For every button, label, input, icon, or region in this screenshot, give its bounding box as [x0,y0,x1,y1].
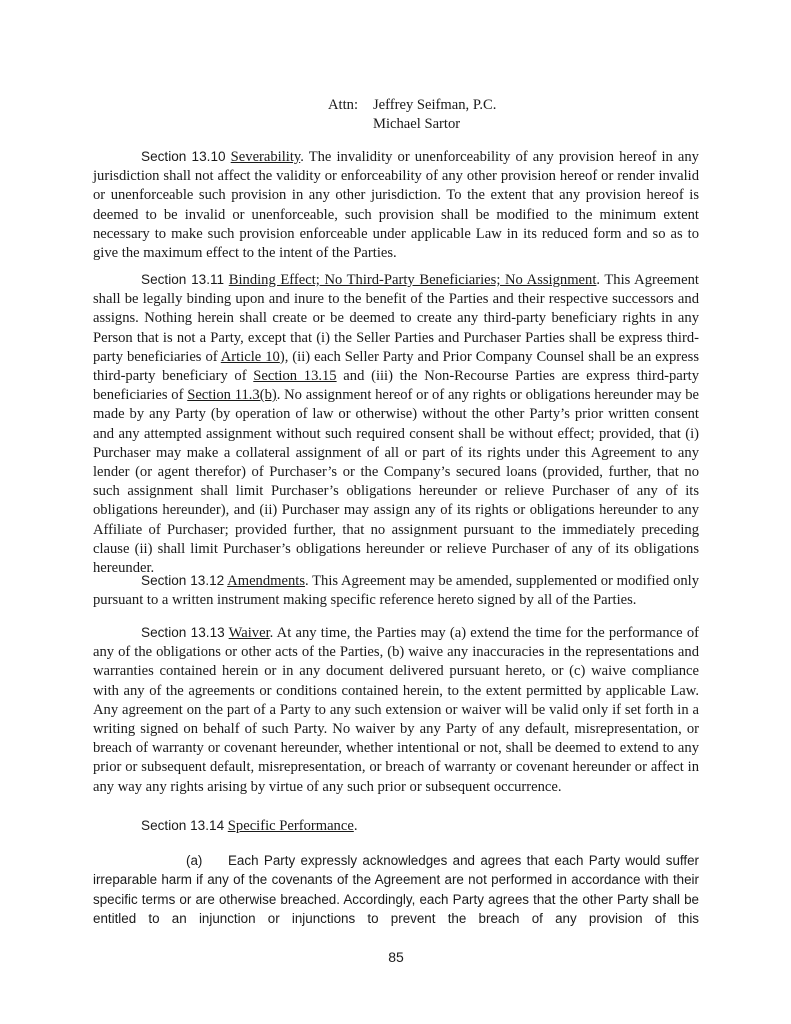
section-body-a: . This Agreement shall be legally binding upon and inure to the benefit of the Parties and their respective successors and assigns. Nothing herein shall create or be deemed to create any third-party beneficiary rights in any Person that is not a Party, except that (i) the Seller Parties and Purchaser Parties shall be express third-party beneficiaries of [93,272,699,365]
section-13-13 [93,623,699,797]
section-number: Section 13.14 [141,818,225,833]
section-number: Section 13.10 [141,149,226,164]
section-13-11 [93,270,699,578]
subsection-label: (a) [186,853,203,868]
section-title: Specific Performance [227,818,354,834]
section-title: Waiver [228,625,270,641]
attn-label: Attn: [328,97,358,113]
section-number: Section 13.12 [141,573,225,588]
attn-name-1: Jeffrey Seifman, P.C. [373,97,497,113]
section-title: Binding Effect; No Third-Party Beneficiaries; No Assignment [228,272,597,288]
section-13-14-a [93,851,699,928]
section-title-period: . [353,818,358,834]
section-body: . This Agreement may be amended, supplemented or modified only pursuant to a written instrument making specific reference hereto signed by all of the Parties. [93,573,700,609]
section-13-12 [93,571,699,610]
cross-reference-section-13-15[interactable]: Section 13.15 [253,368,337,385]
section-number: Section 13.13 [141,625,225,640]
section-13-14 [93,816,699,836]
attn-name-2: Michael Sartor [373,116,461,132]
section-number: Section 13.11 [141,272,225,287]
cross-reference-article-10[interactable]: Article 10 [220,348,280,365]
section-title: Severability [230,149,301,165]
section-body: . The invalidity or unenforceability of any provision hereof in any jurisdiction shall not affect the validity or enforceability of any other provision hereof or render invalid or unenforceable such provision in any other jurisdiction. To the extent that any provision hereof is deemed to be invalid or unenforceable, such provision shall be modified to the minimum extent necessary to make such provision enforceable under applicable Law in its reduced form and so as to give the maximum effect to the intent of the Parties. [93,149,699,262]
attention-block [328,96,496,134]
section-body-d: . No assignment hereof or of any rights or obligations hereunder may be made by any Party (by operation of law or otherwise) without the other Party’s prior written consent and any attempted assignment without such required consent shall be without effect; provided, that (i) Purchaser may make a collateral assignment of all or part of its rights under this Agreement to any lender (or agent therefor) of Purchaser’s or the Company’s secured loans (provided, further, that no such assignment shall limit Purchaser’s obligations hereunder or relieve Purchaser of any of its obligations hereunder), and (ii) Purchaser may assign any of its rights or obligations hereunder to any Affiliate of Purchaser; provided further, that no assignment pursuant to the immediately preceding clause (ii) shall limit Purchaser’s obligations hereunder or relieve Purchaser of any of its obligations hereunder. [93,387,700,577]
section-13-10 [93,147,699,263]
section-body-b: ), (ii) each Seller Party and Prior Company Counsel shall be an express third-party beneficiary of [93,348,699,385]
section-title: Amendments [227,573,305,589]
page-number: 85 [388,949,404,965]
section-body-c: and (iii) the Non-Recourse Parties are express third-party beneficiaries of [93,368,699,404]
section-body: . At any time, the Parties may (a) extend the time for the performance of any of the obligations or other acts of the Parties, (b) waive any inaccuracies in the representations and warranties contained herein or in any document delivered pursuant hereto, or (c) waive compliance with any of the agreements or conditions contained herein, to the extent permitted by applicable Law. Any agreement on the part of a Party to any such extension or waiver will be valid only if set forth in a writing signed on behalf of such Party. No waiver by any Party of any default, misrepresentation, or breach of warranty or covenant hereunder, whether intentional or not, shall be deemed to extend to any prior or subsequent default, misrepresentation, or breach of warranty or covenant hereunder or affect in any way any rights arising by virtue of any such prior or subsequent occurrence. [93,625,699,795]
cross-reference-section-11-3-b[interactable]: Section 11.3(b) [187,387,277,404]
subsection-body: Each Party expressly acknowledges and agrees that each Party would suffer irreparable harm if any of the covenants of the Agreement are not performed in accordance with their specific terms or are otherwise breached. Accordingly, each Party agrees that the other Party shall be entitled to an injunction or injunctions to prevent the breach of any provision of this [93,853,699,926]
